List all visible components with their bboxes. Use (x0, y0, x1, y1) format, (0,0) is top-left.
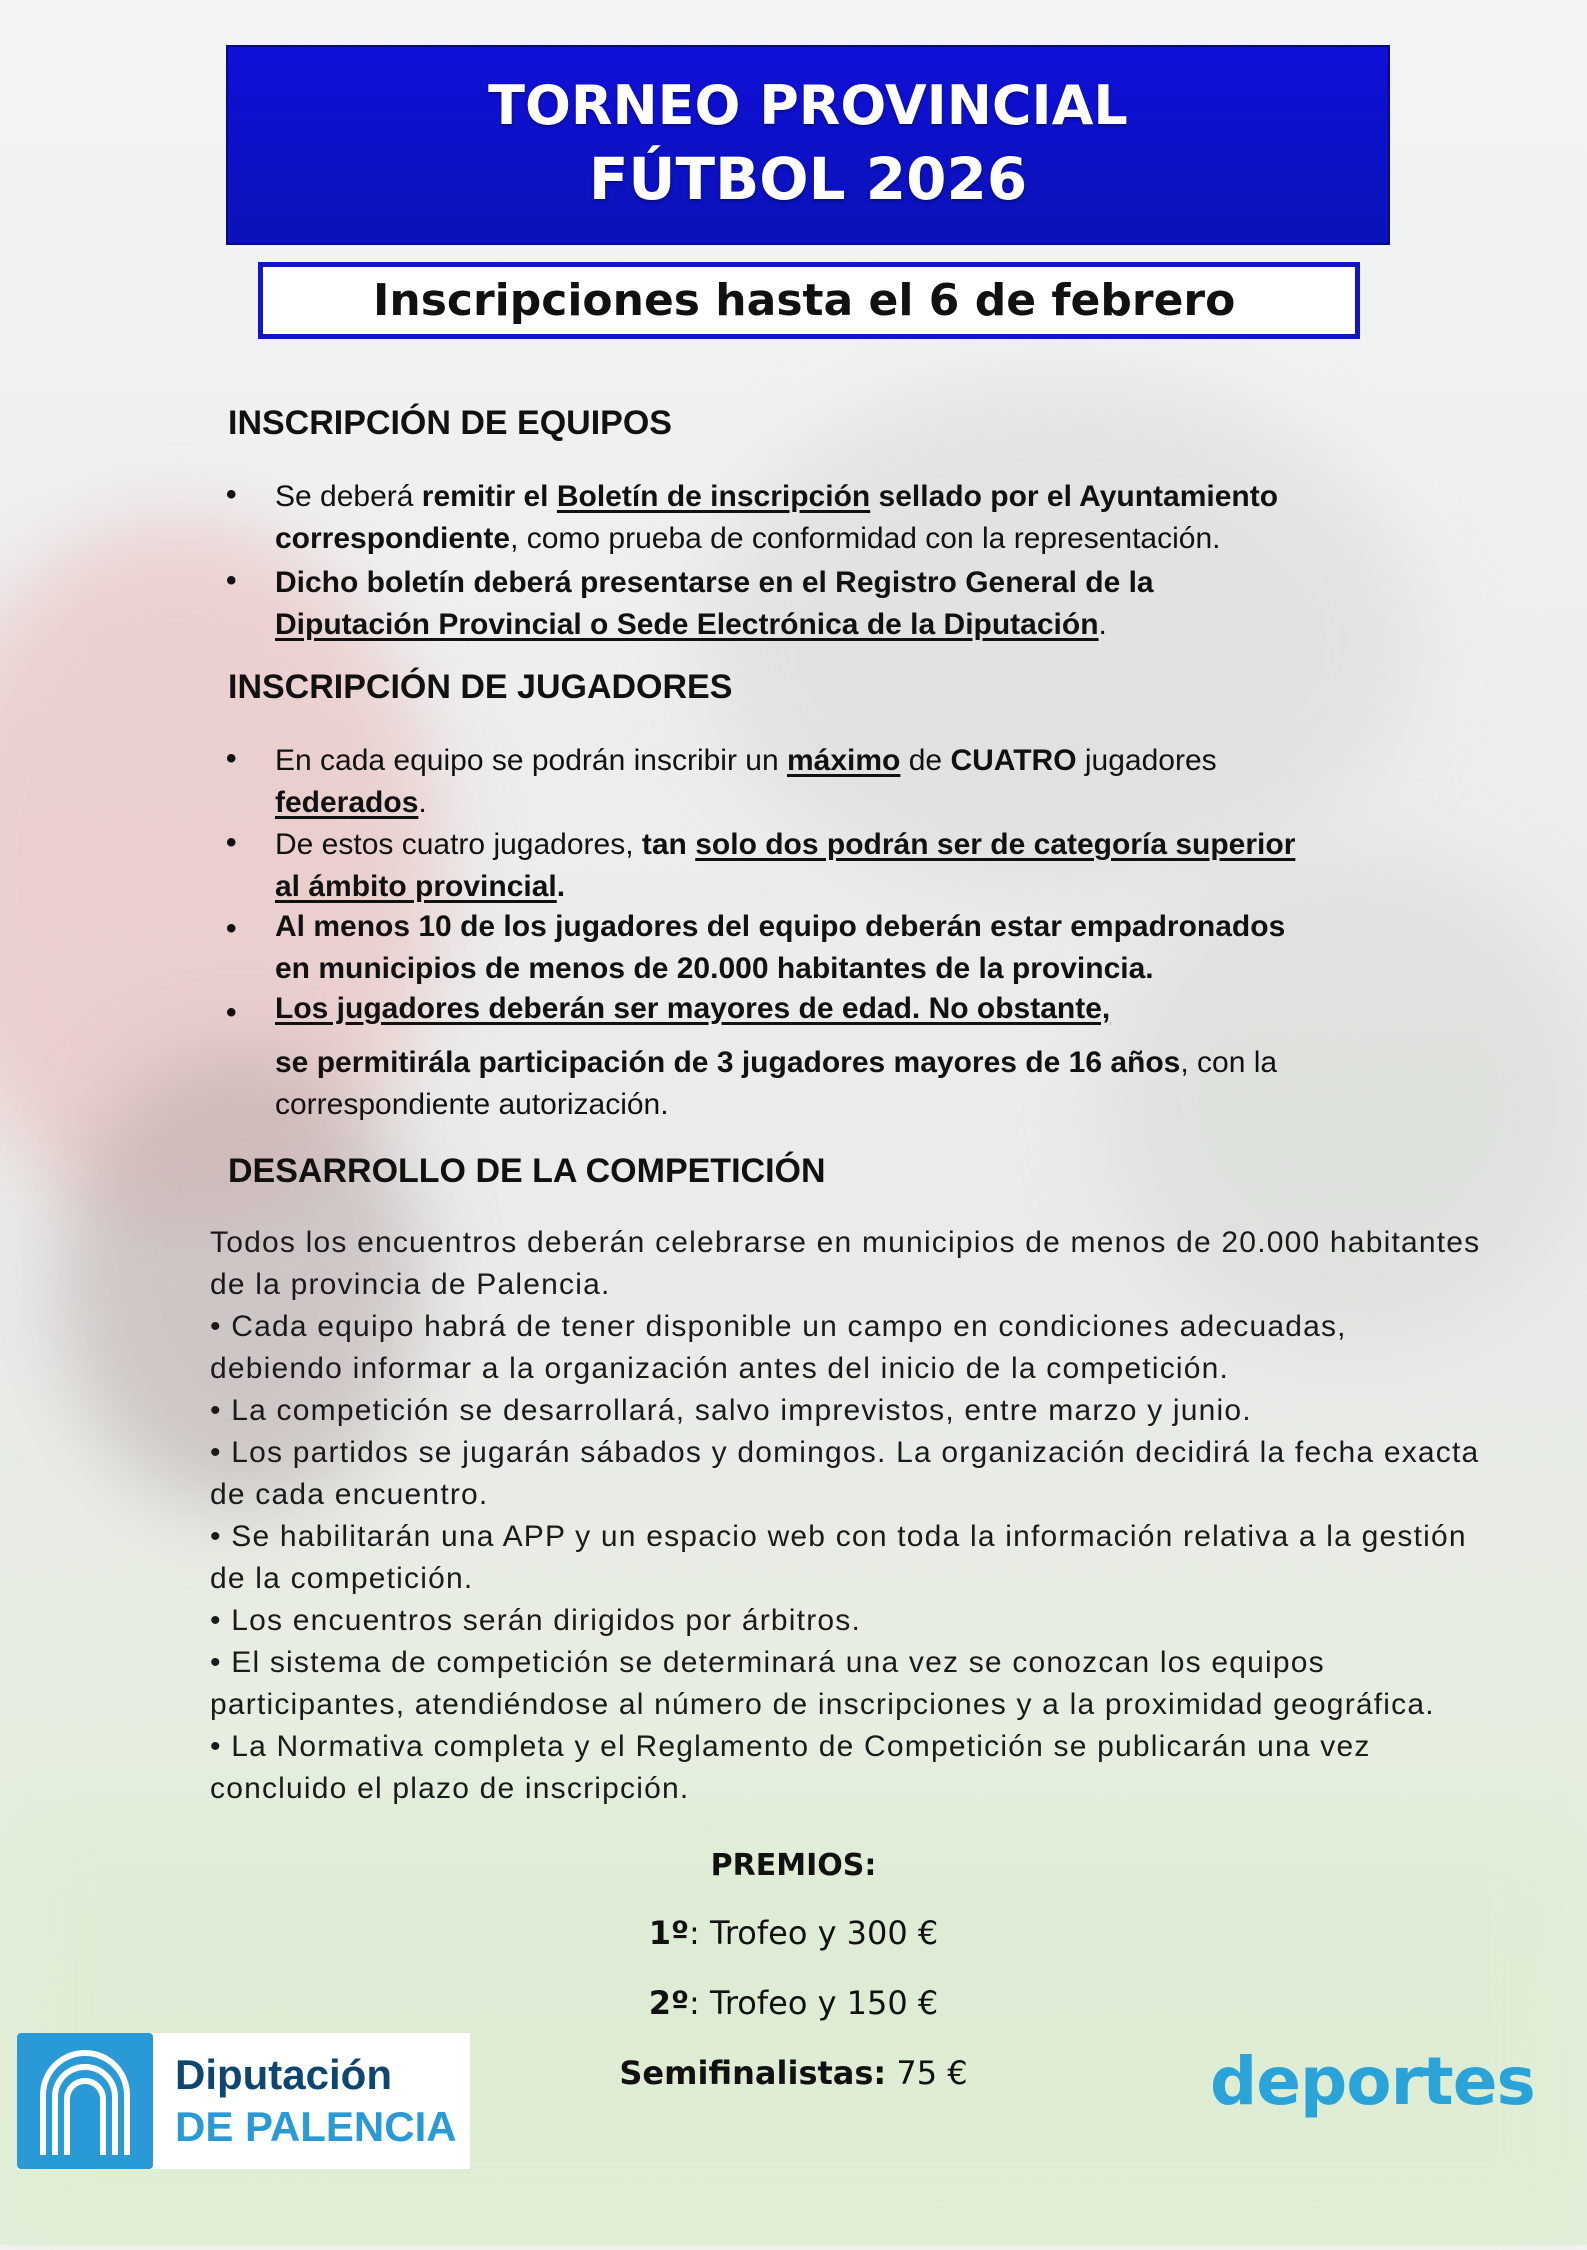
text: En cada equipo se podrán inscribir un (275, 744, 787, 777)
text: jugadores (1076, 744, 1217, 777)
text: Se deberá (275, 480, 422, 513)
desarrollo-line: • Los partidos se jugarán sábados y domingos. La organización decidirá la fecha exacta (210, 1436, 1480, 1469)
jugadores-item-4-cont (275, 1042, 1395, 1126)
text: , con la (1180, 1046, 1278, 1079)
text: : Trofeo y 150 € (689, 1984, 939, 2022)
text: De estos cuatro jugadores, (275, 828, 642, 861)
bullet: • (226, 478, 237, 511)
text: correspondiente autorización. (275, 1088, 669, 1121)
title-line-2: FÚTBOL 2026 (588, 144, 1028, 213)
text: 1º (648, 1914, 690, 1952)
equipos-item-1 (275, 476, 1395, 560)
text: se permitirála participación de 3 jugadores mayores de 16 años (275, 1046, 1181, 1079)
text: sellado por el Ayuntamiento (870, 480, 1279, 513)
jugadores-item-2 (275, 824, 1395, 908)
desarrollo-line: participantes, atendiéndose al número de inscripciones y a la proximidad geográfica. (210, 1688, 1435, 1721)
desarrollo-line: de cada encuentro. (210, 1478, 489, 1511)
text: 75 € (886, 2054, 968, 2092)
bullet: • (226, 826, 237, 859)
text: . (1098, 608, 1107, 641)
diputacion-arch-icon (17, 2033, 153, 2169)
text: , como prueba de conformidad con la representación. (510, 522, 1221, 555)
text: : Trofeo y 300 € (689, 1914, 939, 1952)
title-line-1: TORNEO PROVINCIAL (488, 74, 1128, 138)
text: CUATRO (950, 744, 1077, 777)
desarrollo-line: de la provincia de Palencia. (210, 1268, 611, 1301)
text: correspondiente (275, 522, 511, 555)
jugadores-item-1 (275, 740, 1395, 824)
desarrollo-line: debiendo informar a la organización antes del inicio de la competición. (210, 1352, 1230, 1385)
text: Diputación Provincial o Sede Electrónica de la Diputación (275, 608, 1099, 641)
text: Boletín de inscripción (556, 480, 871, 513)
diputacion-logo (17, 2033, 470, 2169)
desarrollo-line: • La Normativa completa y el Reglamento de Competición se publicarán una vez (210, 1730, 1371, 1763)
text: máximo (787, 744, 901, 777)
section-title-equipos: INSCRIPCIÓN DE EQUIPOS (228, 404, 672, 442)
text: al ámbito provincial (275, 870, 557, 903)
deadline-box (258, 262, 1360, 339)
equipos-item-2 (275, 562, 1395, 646)
jugadores-item-4 (275, 988, 1395, 1030)
desarrollo-line: • El sistema de competición se determinará una vez se conozcan los equipos (210, 1646, 1325, 1679)
desarrollo-line: Todos los encuentros deberán celebrarse en municipios de menos de 20.000 habitantes (210, 1226, 1481, 1259)
text: 2º (648, 1984, 690, 2022)
text: PREMIOS: (710, 1848, 877, 1883)
premios-title (0, 1848, 1587, 1883)
deportes-logo: deportes (1210, 2043, 1535, 2120)
text: de (900, 744, 951, 777)
premio-2 (0, 1984, 1587, 2022)
desarrollo-line: de la competición. (210, 1562, 474, 1595)
text: . (418, 786, 427, 819)
diputacion-logo-line2: DE PALENCIA (175, 2103, 457, 2150)
text: tan (641, 828, 696, 861)
bullet: • (226, 996, 237, 1029)
desarrollo-line: • Se habilitarán una APP y un espacio web con toda la información relativa a la gestión (210, 1520, 1467, 1553)
desarrollo-line: • La competición se desarrollará, salvo imprevistos, entre marzo y junio. (210, 1394, 1252, 1427)
bullet: • (226, 564, 237, 597)
desarrollo-line: • Cada equipo habrá de tener disponible un campo en condiciones adecuadas, (210, 1310, 1347, 1343)
text: Dicho boletín deberá presentarse en el Registro General de la (275, 566, 1154, 599)
title-banner (226, 45, 1390, 245)
jugadores-item-3 (275, 906, 1395, 990)
section-title-desarrollo: DESARROLLO DE LA COMPETICIÓN (228, 1152, 826, 1190)
text: Semifinalistas: (619, 2054, 887, 2092)
text: remitir el (421, 480, 557, 513)
bullet: • (226, 912, 237, 945)
desarrollo-text (210, 1222, 1580, 1810)
premio-1 (0, 1914, 1587, 1952)
text: Al menos 10 de los jugadores del equipo deberán estar empadronados (275, 910, 1286, 943)
section-title-jugadores: INSCRIPCIÓN DE JUGADORES (228, 668, 733, 706)
desarrollo-line: concluido el plazo de inscripción. (210, 1772, 690, 1805)
text: solo dos podrán ser de categoría superior (695, 828, 1296, 861)
diputacion-logo-line1: Diputación (175, 2051, 392, 2098)
text: federados (275, 786, 419, 819)
bullet: • (226, 742, 237, 775)
desarrollo-line: • Los encuentros serán dirigidos por árbitros. (210, 1604, 862, 1637)
text: . (556, 870, 566, 903)
deadline-text: Inscripciones hasta el 6 de febrero (373, 275, 1236, 326)
text: en municipios de menos de 20.000 habitantes de la provincia. (275, 952, 1154, 985)
text: Los jugadores deberán ser mayores de edad. No obstante, (275, 992, 1111, 1025)
